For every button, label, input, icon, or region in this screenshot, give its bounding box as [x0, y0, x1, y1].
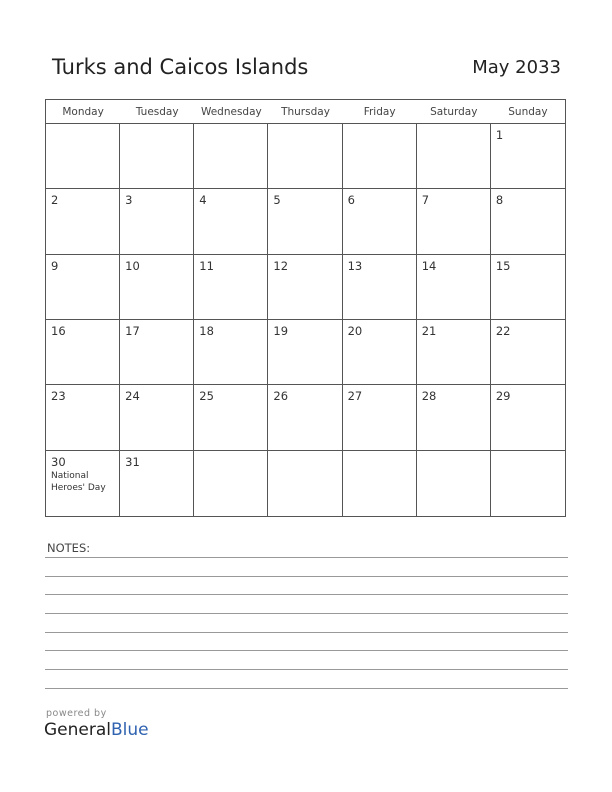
day-cell[interactable]: [268, 255, 342, 320]
day-cell[interactable]: [417, 124, 491, 189]
day-cell[interactable]: [120, 451, 194, 516]
day-cell[interactable]: [343, 255, 417, 320]
day-cell[interactable]: [194, 451, 268, 516]
weekday-header: Thursday: [268, 100, 342, 124]
day-number: 17: [125, 324, 140, 338]
day-cell[interactable]: [343, 189, 417, 254]
day-number: 10: [125, 258, 140, 273]
day-cell[interactable]: [268, 320, 342, 385]
calendar-grid: [45, 99, 566, 517]
day-number: 20: [347, 324, 363, 338]
day-number: 2: [51, 193, 59, 208]
day-number: 7: [421, 193, 430, 208]
day-number: 8: [495, 193, 504, 208]
weekday-header: Friday: [343, 100, 417, 124]
day-cell[interactable]: [417, 385, 491, 450]
day-cell[interactable]: [46, 451, 120, 516]
day-cell[interactable]: [343, 385, 417, 450]
day-number: 13: [347, 258, 363, 273]
day-cell[interactable]: [46, 385, 120, 450]
day-number: 27: [347, 389, 363, 404]
day-number: 3: [125, 193, 133, 208]
day-cell[interactable]: [46, 189, 120, 254]
day-cell[interactable]: [268, 451, 342, 516]
day-cell[interactable]: [343, 124, 417, 189]
day-cell[interactable]: [491, 189, 565, 254]
day-number: 31: [125, 454, 140, 469]
day-number: 11: [199, 258, 214, 273]
note-line: [45, 594, 568, 595]
day-cell[interactable]: [343, 320, 417, 385]
note-line: [45, 650, 568, 651]
note-line: [45, 688, 568, 689]
weekday-header: Monday: [46, 100, 120, 124]
day-number: 29: [495, 389, 511, 404]
weekday-header: Saturday: [417, 100, 491, 124]
day-cell[interactable]: [194, 124, 268, 189]
day-number: 30: [51, 454, 66, 469]
day-cell[interactable]: [491, 124, 565, 189]
day-cell[interactable]: [417, 320, 491, 385]
day-cell[interactable]: [120, 124, 194, 189]
day-number: 12: [273, 258, 289, 273]
day-number: 28: [421, 389, 437, 404]
day-cell[interactable]: [194, 255, 268, 320]
day-number: 15: [495, 258, 511, 273]
day-number: 22: [495, 324, 511, 338]
day-number: 26: [273, 389, 289, 404]
day-cell[interactable]: [194, 320, 268, 385]
day-cell[interactable]: [194, 385, 268, 450]
day-cell[interactable]: [491, 255, 565, 320]
note-line: [45, 632, 568, 633]
day-cell[interactable]: [343, 451, 417, 516]
day-number: 9: [51, 258, 59, 273]
note-line: [45, 613, 568, 614]
powered-by-text: powered by: [46, 708, 107, 719]
day-cell[interactable]: [120, 255, 194, 320]
day-number: 16: [51, 324, 66, 338]
day-number: 6: [347, 193, 355, 208]
day-number: 21: [421, 324, 437, 338]
day-number: 14: [421, 258, 437, 273]
note-line: [45, 557, 568, 558]
day-cell[interactable]: [491, 320, 565, 385]
holiday-label: National Heroes' Day: [51, 470, 106, 493]
day-cell[interactable]: [46, 255, 120, 320]
day-cell[interactable]: [120, 320, 194, 385]
day-cell[interactable]: [268, 189, 342, 254]
day-cell[interactable]: [268, 385, 342, 450]
note-line: [45, 576, 568, 577]
day-cell[interactable]: [417, 255, 491, 320]
weekday-header: Sunday: [491, 100, 565, 124]
day-number: 19: [273, 324, 289, 338]
day-cell[interactable]: [417, 451, 491, 516]
day-number: 24: [125, 389, 140, 404]
notes-label: NOTES:: [47, 541, 91, 555]
weekday-header: Tuesday: [120, 100, 194, 124]
calendar-month: May 2033: [472, 57, 561, 78]
day-cell[interactable]: [46, 124, 120, 189]
brand-general: General: [44, 720, 111, 740]
day-number: 18: [199, 324, 214, 338]
day-number: 23: [51, 389, 66, 404]
day-number: 25: [199, 389, 214, 404]
day-cell[interactable]: [491, 451, 565, 516]
day-cell[interactable]: [194, 189, 268, 254]
calendar-title: Turks and Caicos Islands: [52, 55, 309, 79]
day-cell[interactable]: [120, 189, 194, 254]
weekday-header: Wednesday: [194, 100, 268, 124]
day-cell[interactable]: [120, 385, 194, 450]
day-number: 4: [199, 193, 207, 208]
brand-logo[interactable]: [44, 720, 149, 740]
day-number: 5: [273, 193, 281, 208]
brand-blue: Blue: [111, 720, 149, 740]
day-cell[interactable]: [46, 320, 120, 385]
day-cell[interactable]: [268, 124, 342, 189]
day-cell[interactable]: [417, 189, 491, 254]
day-cell[interactable]: [491, 385, 565, 450]
note-line: [45, 669, 568, 670]
day-number: 1: [495, 128, 504, 142]
